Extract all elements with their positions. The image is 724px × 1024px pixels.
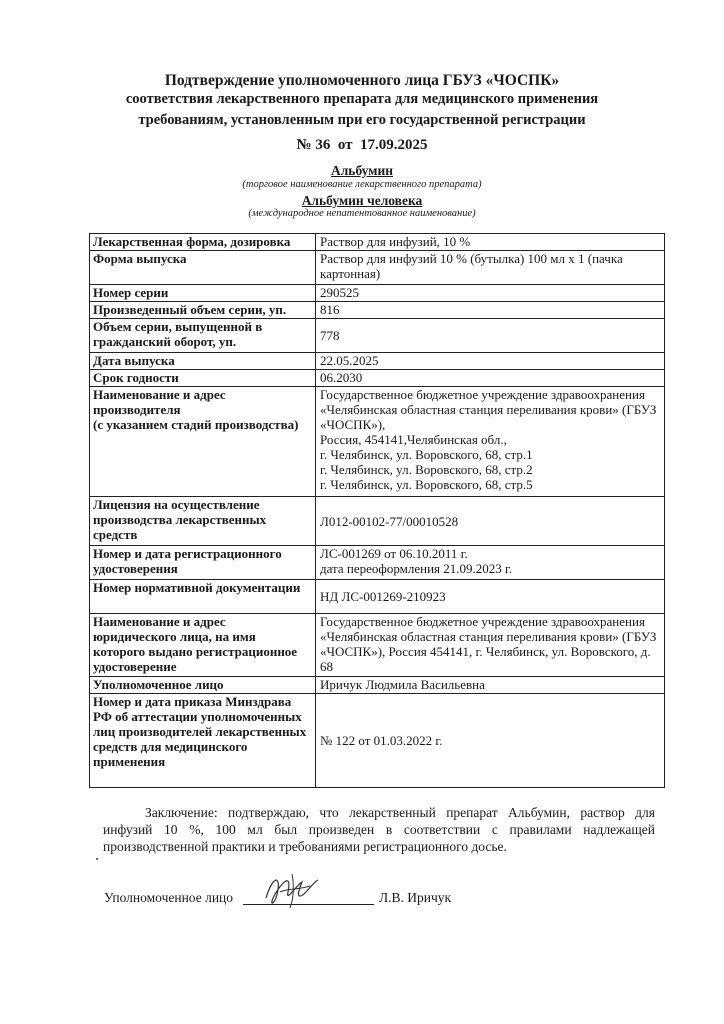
table-row — [90, 319, 665, 353]
batch-info-table — [89, 233, 665, 788]
row-value: ЛС-001269 от 06.10.2011 г. дата переоформления 21.09.2023 г. — [316, 546, 665, 580]
row-label: Лицензия на осуществление производства лекарственных средств — [90, 497, 316, 546]
row-label: Номер и дата регистрационного удостоверения — [90, 546, 316, 580]
row-label: Форма выпуска — [90, 251, 316, 285]
document-title: Подтверждение уполномоченного лица ГБУЗ «ЧОСПК» — [164, 72, 560, 89]
signature-role: Уполномоченное лицо — [104, 890, 234, 905]
row-label: Номер серии — [90, 285, 316, 302]
row-value: 22.05.2025 — [316, 353, 665, 370]
table-row — [90, 497, 665, 546]
row-value: Раствор для инфузий 10 % (бутылка) 100 мл x 1 (пачка картонная) — [316, 251, 665, 285]
row-label: Срок годности — [90, 370, 316, 387]
row-label: Произведенный объем серии, уп. — [90, 302, 316, 319]
row-value: 06.2030 — [316, 370, 665, 387]
table-row — [90, 677, 665, 694]
row-value: Государственное бюджетное учреждение здравоохранения «Челябинская областная станция переливания крови» (ГБУЗ «ЧОСПК»), Россия 454141, г. Челябинск, ул. Воровского, д. 68 — [316, 614, 665, 677]
trade-name: Альбумин — [330, 163, 394, 178]
row-label: Номер нормативной документации — [90, 580, 316, 614]
table-row — [90, 694, 665, 788]
table-row — [90, 387, 665, 497]
row-value: Иричук Людмила Васильевна — [316, 677, 665, 694]
table-row — [90, 285, 665, 302]
row-value: Л012-00102-77/00010528 — [316, 497, 665, 546]
table-row — [90, 370, 665, 387]
table-row — [90, 302, 665, 319]
trade-name-caption: (торговое наименование лекарственного препарата) — [242, 179, 482, 190]
conclusion-lead: Заключение: — [145, 805, 218, 820]
row-label: Уполномоченное лицо — [90, 677, 316, 694]
conclusion-text: подтверждаю, что лекарственный препарат Альбумин, раствор для инфузий 10 %, 100 мл был произведен в соответствии с правилами надлежащей производственной практики и требованиями регистрационного досье. — [103, 805, 655, 854]
row-value: 778 — [316, 319, 665, 353]
table-row — [90, 251, 665, 285]
inn-caption: (международное непатентованное наименование) — [248, 208, 476, 219]
table-row — [90, 614, 665, 677]
table-row — [90, 353, 665, 370]
table-row — [90, 234, 665, 251]
scan-speck — [96, 858, 98, 860]
row-label: Номер и дата приказа Минздрава РФ об аттестации уполномоченных лиц производителей лекарственных средств для медицинского применения — [90, 694, 316, 788]
table-row — [90, 546, 665, 580]
row-value: Государственное бюджетное учреждение здравоохранения «Челябинская областная станция переливания крови» (ГБУЗ «ЧОСПК»), Россия, 454141,Челябинская обл., г. Челябинск, ул. Воровского, 68, стр.1 г. Челябинск, ул. Воровского, 68, стр.2 г. Челябинск, ул. Воровского, 68, стр.5 — [316, 387, 665, 497]
row-label: Наименование и адрес производителя (с указанием стадий производства) — [90, 387, 316, 497]
row-label: Объем серии, выпущенной в гражданский оборот, уп. — [90, 319, 316, 353]
row-label: Лекарственная форма, дозировка — [90, 234, 316, 251]
row-value: Раствор для инфузий, 10 % — [316, 234, 665, 251]
handwritten-signature — [258, 868, 328, 912]
conclusion-paragraph — [103, 804, 655, 855]
document-subtitle-line-2: требованиям, установленным при его государственной регистрации — [138, 112, 586, 128]
table-row — [90, 580, 665, 614]
row-value: 816 — [316, 302, 665, 319]
signatory-name: Л.В. Иричук — [379, 890, 452, 905]
inn-name: Альбумин человека — [301, 193, 423, 208]
row-value: НД ЛС-001269-210923 — [316, 580, 665, 614]
row-label: Наименование и адрес юридического лица, на имя которого выдано регистрационное удостоверение — [90, 614, 316, 677]
row-value: 290525 — [316, 285, 665, 302]
document-number-date: № 36 от 17.09.2025 — [296, 137, 428, 153]
row-label: Дата выпуска — [90, 353, 316, 370]
document-subtitle-line-1: соответствия лекарственного препарата для медицинского применения — [125, 91, 599, 107]
row-value: № 122 от 01.03.2022 г. — [316, 694, 665, 788]
